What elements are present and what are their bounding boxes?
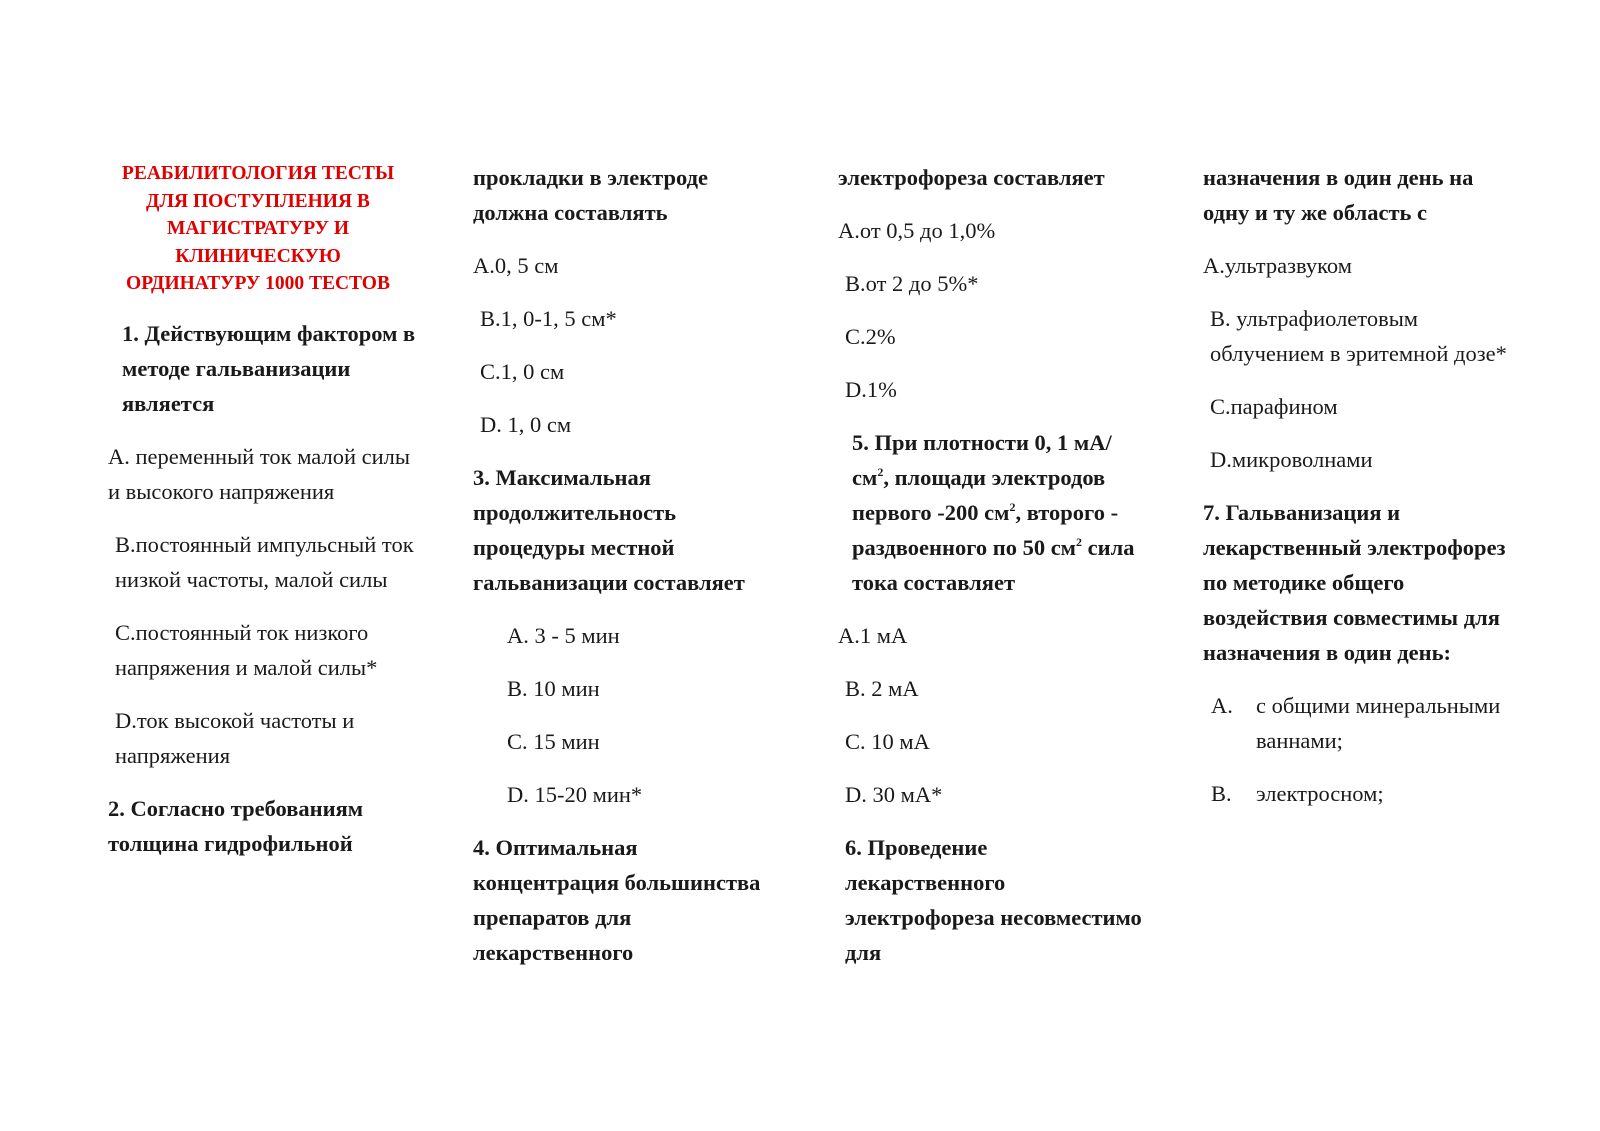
- question-4: 4. Оптимальная концентрация большинства препаратов для лекарственного: [473, 835, 761, 965]
- question-2: 2. Согласно требованиям толщина гидрофильной: [108, 795, 364, 856]
- question-5-text-part-2: , площади электродов первого -200 см: [852, 465, 1106, 525]
- question-7-option-a-text: с общими минеральными ваннами;: [1256, 693, 1501, 753]
- question-6-continued: назначения в один день на одну и ту же область с: [1203, 165, 1474, 225]
- question-5-option-c: C. 10 мА: [845, 729, 930, 754]
- column-1: [108, 160, 418, 879]
- question-3-option-d: D. 15-20 мин*: [507, 782, 643, 807]
- question-1-option-d: D.ток высокой частоты и напряжения: [115, 707, 355, 768]
- question-5-text-part-4: сила тока составляет: [852, 535, 1135, 595]
- column-2: [473, 160, 783, 988]
- question-2-option-a: A.0, 5 см: [473, 253, 559, 278]
- question-3: 3. Максимальная продолжительность процедуры местной гальванизации составляет: [473, 465, 745, 595]
- question-4-option-d: D.1%: [845, 377, 897, 402]
- question-5-text-part-3: , второго - раздвоенного по 50 см: [852, 500, 1119, 560]
- question-7-options: [1203, 688, 1521, 811]
- question-3-option-a: A. 3 - 5 мин: [507, 623, 620, 648]
- question-1-option-a: A. переменный ток малой силы и высокого напряжения: [108, 443, 410, 504]
- question-6-option-c: C.парафином: [1210, 394, 1338, 419]
- question-2-continued: прокладки в электроде должна составлять: [473, 165, 708, 225]
- question-4-option-c: C.2%: [845, 324, 896, 349]
- question-6-option-a: A.ультразвуком: [1203, 253, 1352, 278]
- question-5-option-a: A.1 мА: [838, 623, 908, 648]
- question-1: 1. Действующим фактором в методе гальванизации является: [122, 320, 416, 416]
- question-5-option-d: D. 30 мА*: [845, 782, 943, 807]
- question-7-option-b-text: электросном;: [1256, 781, 1384, 806]
- question-7-option-a-marker: A.: [1211, 693, 1233, 718]
- question-3-option-b: B. 10 мин: [507, 676, 600, 701]
- question-5-superscript-3: 2: [1076, 535, 1083, 549]
- question-7-option-b: [1203, 776, 1521, 811]
- question-3-option-c: C. 15 мин: [507, 729, 600, 754]
- document-title: РЕАБИЛИТОЛОГИЯ ТЕСТЫ ДЛЯ ПОСТУПЛЕНИЯ В МАГИСТРАТУРУ И КЛИНИЧЕСКУЮ ОРДИНАТУРУ 1000 ТЕСТОВ: [121, 163, 395, 294]
- question-6: 6. Проведение лекарственного электрофореза несовместимо для: [845, 835, 1142, 965]
- question-5: [838, 425, 1148, 600]
- question-5-superscript-2: 2: [1009, 500, 1016, 514]
- question-5-option-b: B. 2 мА: [845, 676, 919, 701]
- question-2-option-b: B.1, 0-1, 5 см*: [480, 306, 617, 331]
- question-7: 7. Гальванизация и лекарственный электрофорез по методике общего воздействия совместимы для назначения в один день:: [1203, 500, 1506, 665]
- question-4-option-a: A.от 0,5 до 1,0%: [838, 218, 996, 243]
- question-2-option-c: C.1, 0 см: [480, 359, 565, 384]
- question-4-option-b: B.от 2 до 5%*: [845, 271, 979, 296]
- question-6-option-b: B. ультрафиолетовым облучением в эритемной дозе*: [1210, 306, 1507, 366]
- question-1-option-b: B.постоянный импульсный ток низкой частоты, малой силы: [115, 531, 414, 592]
- question-5-superscript-1: 2: [877, 465, 884, 479]
- question-7-option-a: [1203, 688, 1521, 758]
- question-6-option-d: D.микроволнами: [1210, 447, 1373, 472]
- column-4: [1203, 160, 1521, 829]
- question-2-option-d: D. 1, 0 см: [480, 412, 572, 437]
- column-3: [838, 160, 1148, 988]
- question-5-text-part-1: 5. При плотности 0, 1 мА/см: [852, 430, 1112, 490]
- question-1-option-c: C.постоянный ток низкого напряжения и малой силы*: [115, 619, 378, 680]
- question-4-continued: электрофореза составляет: [838, 165, 1105, 190]
- question-7-option-b-marker: B.: [1211, 781, 1232, 806]
